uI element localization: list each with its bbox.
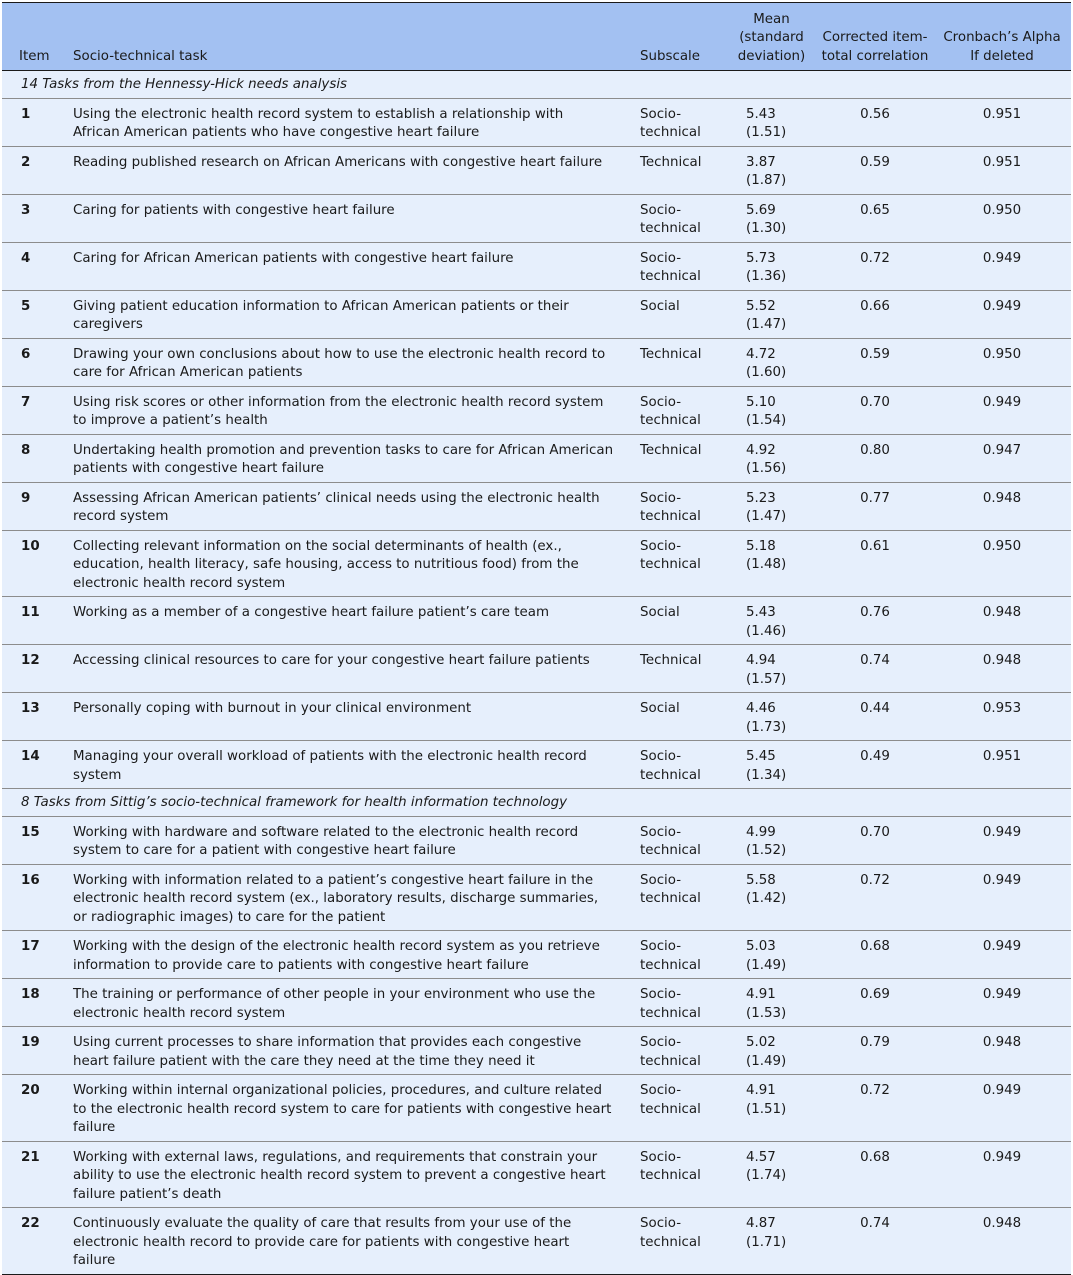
item-number: 5	[2, 290, 54, 338]
header-mean: Mean (standard deviation)	[726, 3, 817, 71]
table-row	[2, 597, 1071, 645]
mean-value: 5.69 (1.30)	[726, 194, 817, 242]
item-number: 3	[2, 194, 54, 242]
subscale-value: Socio-technical	[624, 194, 726, 242]
correlation-value: 0.80	[817, 434, 933, 482]
subscale-value: Socio-technical	[624, 864, 726, 931]
table-row	[2, 864, 1071, 931]
header-subscale: Subscale	[624, 3, 726, 71]
item-number: 13	[2, 693, 54, 741]
table-row	[2, 645, 1071, 693]
alpha-value: 0.949	[933, 816, 1071, 864]
subscale-value: Socio-technical	[624, 1027, 726, 1075]
task-text: Giving patient education information to African American patients or their caregivers	[54, 290, 624, 338]
correlation-value: 0.77	[817, 482, 933, 530]
alpha-value: 0.948	[933, 645, 1071, 693]
item-number: 14	[2, 741, 54, 789]
section-title: 8 Tasks from Sittig’s socio-technical framework for health information technology	[2, 789, 1071, 817]
header-item: Item	[2, 3, 54, 71]
mean-value: 5.45 (1.34)	[726, 741, 817, 789]
subscale-value: Technical	[624, 645, 726, 693]
task-table	[2, 2, 1071, 1275]
correlation-value: 0.59	[817, 338, 933, 386]
correlation-value: 0.44	[817, 693, 933, 741]
correlation-value: 0.68	[817, 1141, 933, 1208]
correlation-value: 0.72	[817, 242, 933, 290]
item-number: 9	[2, 482, 54, 530]
section-row	[2, 789, 1071, 817]
item-number: 17	[2, 931, 54, 979]
mean-value: 4.46 (1.73)	[726, 693, 817, 741]
correlation-value: 0.68	[817, 931, 933, 979]
item-number: 8	[2, 434, 54, 482]
mean-value: 5.23 (1.47)	[726, 482, 817, 530]
table-row	[2, 482, 1071, 530]
subscale-value: Social	[624, 290, 726, 338]
correlation-value: 0.69	[817, 979, 933, 1027]
item-number: 19	[2, 1027, 54, 1075]
subscale-value: Socio-technical	[624, 931, 726, 979]
item-number: 16	[2, 864, 54, 931]
item-number: 21	[2, 1141, 54, 1208]
alpha-value: 0.950	[933, 530, 1071, 597]
correlation-value: 0.72	[817, 864, 933, 931]
header-task: Socio-technical task	[54, 3, 624, 71]
mean-value: 4.57 (1.74)	[726, 1141, 817, 1208]
mean-value: 5.03 (1.49)	[726, 931, 817, 979]
mean-value: 4.72 (1.60)	[726, 338, 817, 386]
subscale-value: Socio-technical	[624, 98, 726, 146]
alpha-value: 0.949	[933, 290, 1071, 338]
alpha-value: 0.950	[933, 194, 1071, 242]
task-text: Reading published research on African Americans with congestive heart failure	[54, 146, 624, 194]
task-text: Working within internal organizational policies, procedures, and culture related to the electronic health record system to care for patients with congestive heart failure	[54, 1075, 624, 1142]
alpha-value: 0.948	[933, 597, 1071, 645]
table-row	[2, 338, 1071, 386]
task-text: Using risk scores or other information from the electronic health record system to improve a patient’s health	[54, 386, 624, 434]
mean-value: 5.73 (1.36)	[726, 242, 817, 290]
item-number: 7	[2, 386, 54, 434]
subscale-value: Technical	[624, 338, 726, 386]
section-row	[2, 71, 1071, 99]
mean-value: 3.87 (1.87)	[726, 146, 817, 194]
alpha-value: 0.948	[933, 1208, 1071, 1275]
table-row	[2, 1141, 1071, 1208]
alpha-value: 0.951	[933, 98, 1071, 146]
mean-value: 5.02 (1.49)	[726, 1027, 817, 1075]
subscale-value: Socio-technical	[624, 979, 726, 1027]
item-number: 11	[2, 597, 54, 645]
subscale-value: Social	[624, 693, 726, 741]
item-number: 10	[2, 530, 54, 597]
mean-value: 4.99 (1.52)	[726, 816, 817, 864]
item-number: 18	[2, 979, 54, 1027]
header-alpha: Cronbach’s Alpha If deleted	[933, 3, 1071, 71]
table-row	[2, 530, 1071, 597]
table-row	[2, 741, 1071, 789]
item-number: 2	[2, 146, 54, 194]
mean-value: 4.87 (1.71)	[726, 1208, 817, 1275]
correlation-value: 0.70	[817, 386, 933, 434]
subscale-value: Technical	[624, 146, 726, 194]
task-text: Working with the design of the electronic health record system as you retrieve information to provide care to patients with congestive heart failure	[54, 931, 624, 979]
item-number: 15	[2, 816, 54, 864]
table-row	[2, 693, 1071, 741]
table-row	[2, 242, 1071, 290]
correlation-value: 0.79	[817, 1027, 933, 1075]
task-text: Working with external laws, regulations, and requirements that constrain your ability to use the electronic health record system to prevent a congestive heart failure patient’s death	[54, 1141, 624, 1208]
mean-value: 5.18 (1.48)	[726, 530, 817, 597]
subscale-value: Socio-technical	[624, 816, 726, 864]
table-row	[2, 290, 1071, 338]
item-number: 22	[2, 1208, 54, 1275]
task-text: Personally coping with burnout in your clinical environment	[54, 693, 624, 741]
task-text: Working with information related to a patient’s congestive heart failure in the electronic health record system (ex., laboratory results, discharge summaries, or radiographic images) to care for the patient	[54, 864, 624, 931]
task-text: Assessing African American patients’ clinical needs using the electronic health record system	[54, 482, 624, 530]
task-text: Caring for patients with congestive heart failure	[54, 194, 624, 242]
header-row	[2, 3, 1071, 71]
section-title: 14 Tasks from the Hennessy-Hick needs analysis	[2, 71, 1071, 99]
correlation-value: 0.76	[817, 597, 933, 645]
task-text: Undertaking health promotion and prevention tasks to care for African American patients with congestive heart failure	[54, 434, 624, 482]
correlation-value: 0.72	[817, 1075, 933, 1142]
mean-value: 4.91 (1.53)	[726, 979, 817, 1027]
mean-value: 5.52 (1.47)	[726, 290, 817, 338]
mean-value: 5.58 (1.42)	[726, 864, 817, 931]
mean-value: 4.94 (1.57)	[726, 645, 817, 693]
task-text: Managing your overall workload of patients with the electronic health record system	[54, 741, 624, 789]
subscale-value: Socio-technical	[624, 386, 726, 434]
alpha-value: 0.950	[933, 338, 1071, 386]
subscale-value: Social	[624, 597, 726, 645]
correlation-value: 0.65	[817, 194, 933, 242]
alpha-value: 0.951	[933, 146, 1071, 194]
alpha-value: 0.948	[933, 482, 1071, 530]
item-number: 20	[2, 1075, 54, 1142]
task-text: Working with hardware and software related to the electronic health record system to care for a patient with congestive heart failure	[54, 816, 624, 864]
table-body	[2, 71, 1071, 1275]
alpha-value: 0.949	[933, 864, 1071, 931]
subscale-value: Socio-technical	[624, 1208, 726, 1275]
item-number: 4	[2, 242, 54, 290]
alpha-value: 0.949	[933, 979, 1071, 1027]
correlation-value: 0.49	[817, 741, 933, 789]
alpha-value: 0.949	[933, 1075, 1071, 1142]
correlation-value: 0.59	[817, 146, 933, 194]
correlation-value: 0.74	[817, 1208, 933, 1275]
task-text: Caring for African American patients with congestive heart failure	[54, 242, 624, 290]
correlation-value: 0.66	[817, 290, 933, 338]
alpha-value: 0.953	[933, 693, 1071, 741]
mean-value: 5.10 (1.54)	[726, 386, 817, 434]
table-row	[2, 816, 1071, 864]
task-text: Drawing your own conclusions about how to use the electronic health record to care for African American patients	[54, 338, 624, 386]
alpha-value: 0.948	[933, 1027, 1071, 1075]
subscale-value: Socio-technical	[624, 1075, 726, 1142]
correlation-value: 0.56	[817, 98, 933, 146]
alpha-value: 0.947	[933, 434, 1071, 482]
task-text: Accessing clinical resources to care for your congestive heart failure patients	[54, 645, 624, 693]
alpha-value: 0.949	[933, 242, 1071, 290]
correlation-value: 0.74	[817, 645, 933, 693]
header-correlation: Corrected item-total correlation	[817, 3, 933, 71]
correlation-value: 0.70	[817, 816, 933, 864]
item-number: 12	[2, 645, 54, 693]
subscale-value: Socio-technical	[624, 741, 726, 789]
table-row	[2, 146, 1071, 194]
task-text: Working as a member of a congestive heart failure patient’s care team	[54, 597, 624, 645]
alpha-value: 0.949	[933, 1141, 1071, 1208]
table-row	[2, 434, 1071, 482]
alpha-value: 0.949	[933, 386, 1071, 434]
mean-value: 5.43 (1.46)	[726, 597, 817, 645]
task-text: The training or performance of other people in your environment who use the electronic health record system	[54, 979, 624, 1027]
item-number: 1	[2, 98, 54, 146]
subscale-value: Socio-technical	[624, 1141, 726, 1208]
subscale-value: Technical	[624, 434, 726, 482]
subscale-value: Socio-technical	[624, 242, 726, 290]
alpha-value: 0.949	[933, 931, 1071, 979]
alpha-value: 0.951	[933, 741, 1071, 789]
table-row	[2, 98, 1071, 146]
task-text: Collecting relevant information on the social determinants of health (ex., education, health literacy, safe housing, access to nutritious food) from the electronic health record system	[54, 530, 624, 597]
table-row	[2, 386, 1071, 434]
table-row	[2, 1075, 1071, 1142]
task-text: Using current processes to share information that provides each congestive heart failure patient with the care they need at the time they need it	[54, 1027, 624, 1075]
subscale-value: Socio-technical	[624, 530, 726, 597]
correlation-value: 0.61	[817, 530, 933, 597]
task-text: Continuously evaluate the quality of care that results from your use of the electronic health record to provide care for patients with congestive heart failure	[54, 1208, 624, 1275]
table-row	[2, 931, 1071, 979]
table-row	[2, 1027, 1071, 1075]
subscale-value: Socio-technical	[624, 482, 726, 530]
table-row	[2, 194, 1071, 242]
mean-value: 5.43 (1.51)	[726, 98, 817, 146]
item-number: 6	[2, 338, 54, 386]
table-row	[2, 979, 1071, 1027]
mean-value: 4.92 (1.56)	[726, 434, 817, 482]
table-row	[2, 1208, 1071, 1275]
mean-value: 4.91 (1.51)	[726, 1075, 817, 1142]
task-text: Using the electronic health record system to establish a relationship with African American patients who have congestive heart failure	[54, 98, 624, 146]
